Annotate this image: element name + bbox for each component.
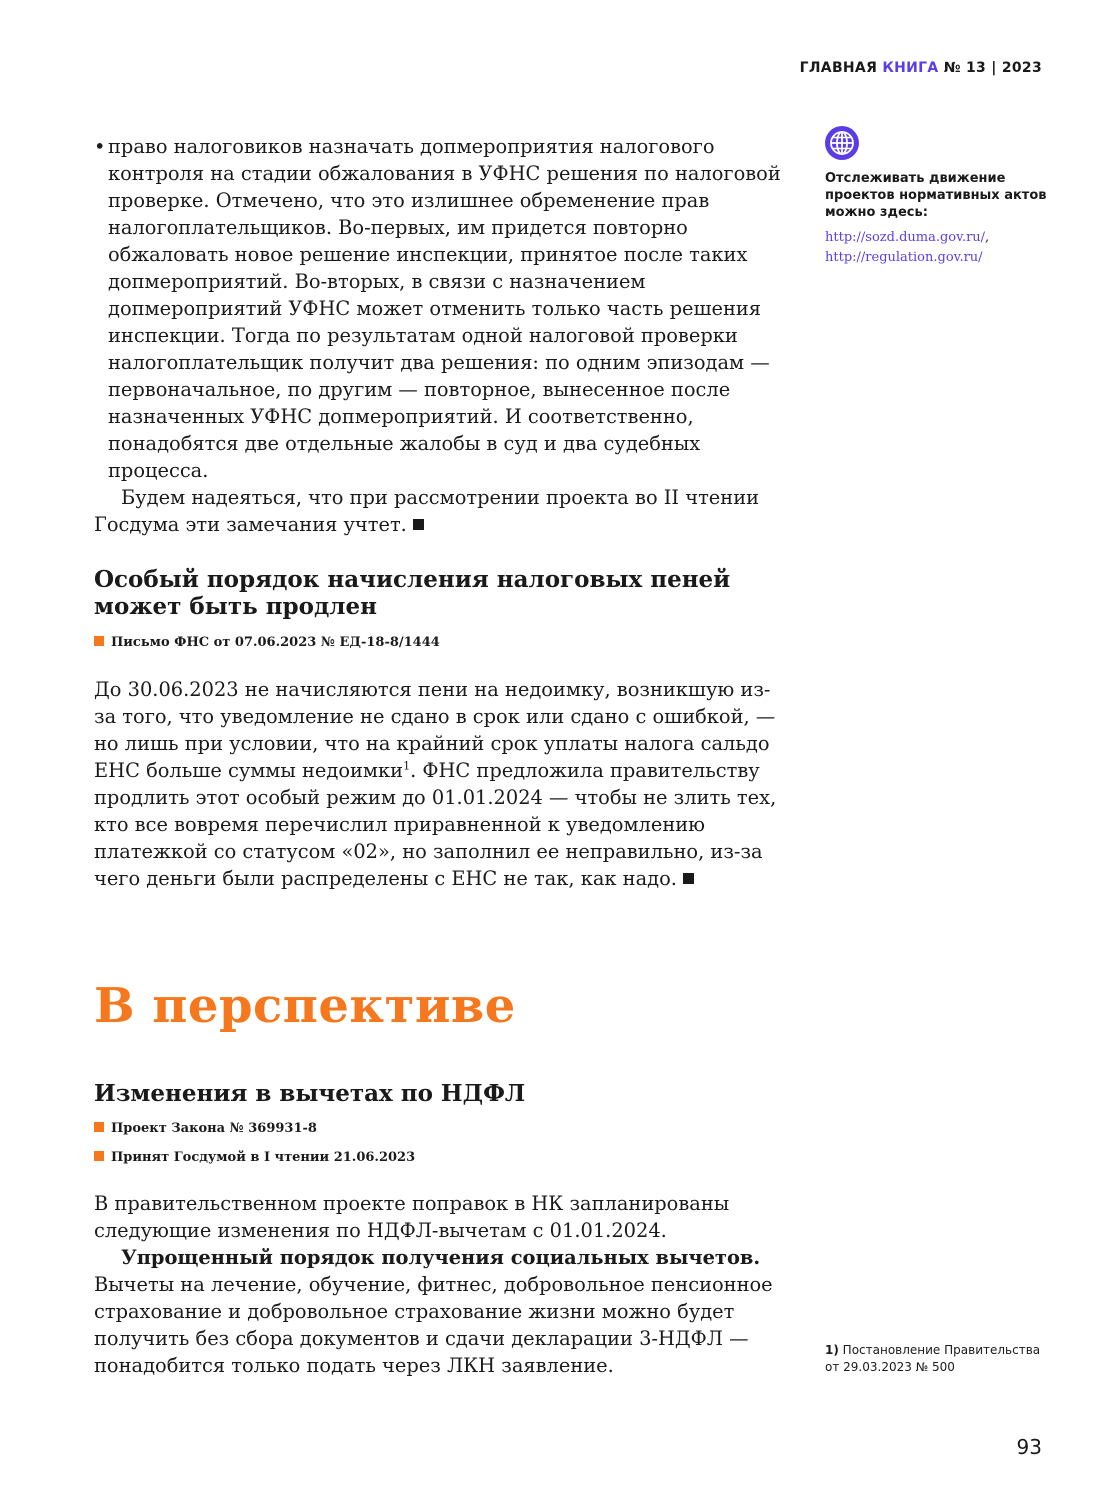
footnote — [825, 1342, 1055, 1376]
brand-name-1: ГЛАВНАЯ — [799, 60, 878, 76]
article2-source-1 — [94, 1121, 317, 1136]
globe-icon — [825, 126, 859, 160]
article2-text: Вычеты на лечение, обучение, фитнес, добровольное пенсионное страхование и добровольное страхование жизни можно будет получить без сбора документов и сдачи декларации 3-НДФЛ — понадобится только подать через ЛКН заявление. — [94, 1273, 773, 1377]
brand-name-2: КНИГА — [882, 60, 939, 76]
footnote-ref[interactable]: 1 — [403, 759, 411, 773]
article1-text-1: До 30.06.2023 не начисляются пени на недоимку, возникшую из-за того, что уведомление не сдано в срок или сдано с ошибкой, — но лишь при условии, что на крайний срок уплаты налога сальдо ЕНС больше суммы недоимки — [94, 678, 776, 782]
article1-title: Особый порядок начисления налоговых пеней может быть продлен — [94, 566, 731, 620]
bullet-square-icon — [94, 636, 104, 646]
sidebar-note — [825, 170, 1055, 266]
article1-source — [94, 635, 440, 650]
bullet-block — [94, 133, 784, 538]
closing-paragraph — [94, 484, 784, 538]
article1-source-text: Письмо ФНС от 07.06.2023 № ЕД-18-8/1444 — [111, 635, 440, 650]
closing-text: Будем надеяться, что при рассмотрении проекта во II чтении Госдума эти замечания учтет. — [94, 486, 760, 536]
end-mark-icon — [683, 873, 694, 884]
page-number: 93 — [1016, 1435, 1042, 1459]
article2-source2-text: Принят Госдумой в I чтении 21.06.2023 — [111, 1150, 416, 1165]
footnote-text: Постановление Правительства от 29.03.2023 № 500 — [825, 1343, 1041, 1374]
footnote-number: 1) — [825, 1343, 839, 1357]
bullet-square-icon — [94, 1151, 104, 1161]
end-mark-icon — [413, 519, 424, 530]
article2-intro: В правительственном проекте поправок в НК запланированы следующие изменения по НДФЛ-вычетам с 01.01.2024. — [94, 1192, 730, 1242]
article1-text-2: . ФНС предложила правительству продлить этот особый режим до 01.01.2024 — чтобы не злить тех, кто все вовремя перечислил приравненной к уведомлению платежкой со статусом «02», но заполнил ее неправильно, из-за чего деньги были распределены с ЕНС не так, как надо. — [94, 759, 777, 890]
article2-title: Изменения в вычетах по НДФЛ — [94, 1080, 526, 1107]
article2-paragraph — [94, 1244, 774, 1379]
link-regulation[interactable]: http://regulation.gov.ru/ — [825, 250, 983, 265]
sidebar-title: Отслеживать движение проектов нормативных актов можно здесь: — [825, 171, 1047, 220]
article1-body — [94, 676, 784, 892]
article2-body — [94, 1190, 774, 1379]
article2-source-2 — [94, 1150, 415, 1165]
article2-bold-lead: Упрощенный порядок получения социальных вычетов. — [121, 1246, 761, 1269]
bullet-item: • право налоговиков назначать допмероприятия налогового контроля на стадии обжалования в УФНС решения по налоговой проверке. Отмечено, что это излишнее обременение прав налогоплательщиков. Во-первых, им придется повторно обжаловать новое решение инспекции, принятое после таких допмероприятий. Во-вторых, в связи с назначением допмероприятий УФНС может отменить только часть решения инспекции. Тогда по результатам одной налоговой проверки налогоплательщик получит два решения: по одним эпизодам — первоначальное, по другим — повторное, вынесенное после назначенных УФНС допмероприятий. И соответственно, понадобятся две отдельные жалобы в суд и два судебных процесса. — [94, 133, 784, 484]
link-separator: , — [985, 230, 990, 245]
section-title: В перспективе — [94, 978, 516, 1034]
link-sozd[interactable]: http://sozd.duma.gov.ru/ — [825, 230, 986, 245]
page-header — [800, 60, 1042, 76]
bullet-square-icon — [94, 1122, 104, 1132]
article2-source1-text: Проект Закона № 369931-8 — [111, 1121, 317, 1136]
issue-number: № 13 | 2023 — [943, 60, 1042, 76]
